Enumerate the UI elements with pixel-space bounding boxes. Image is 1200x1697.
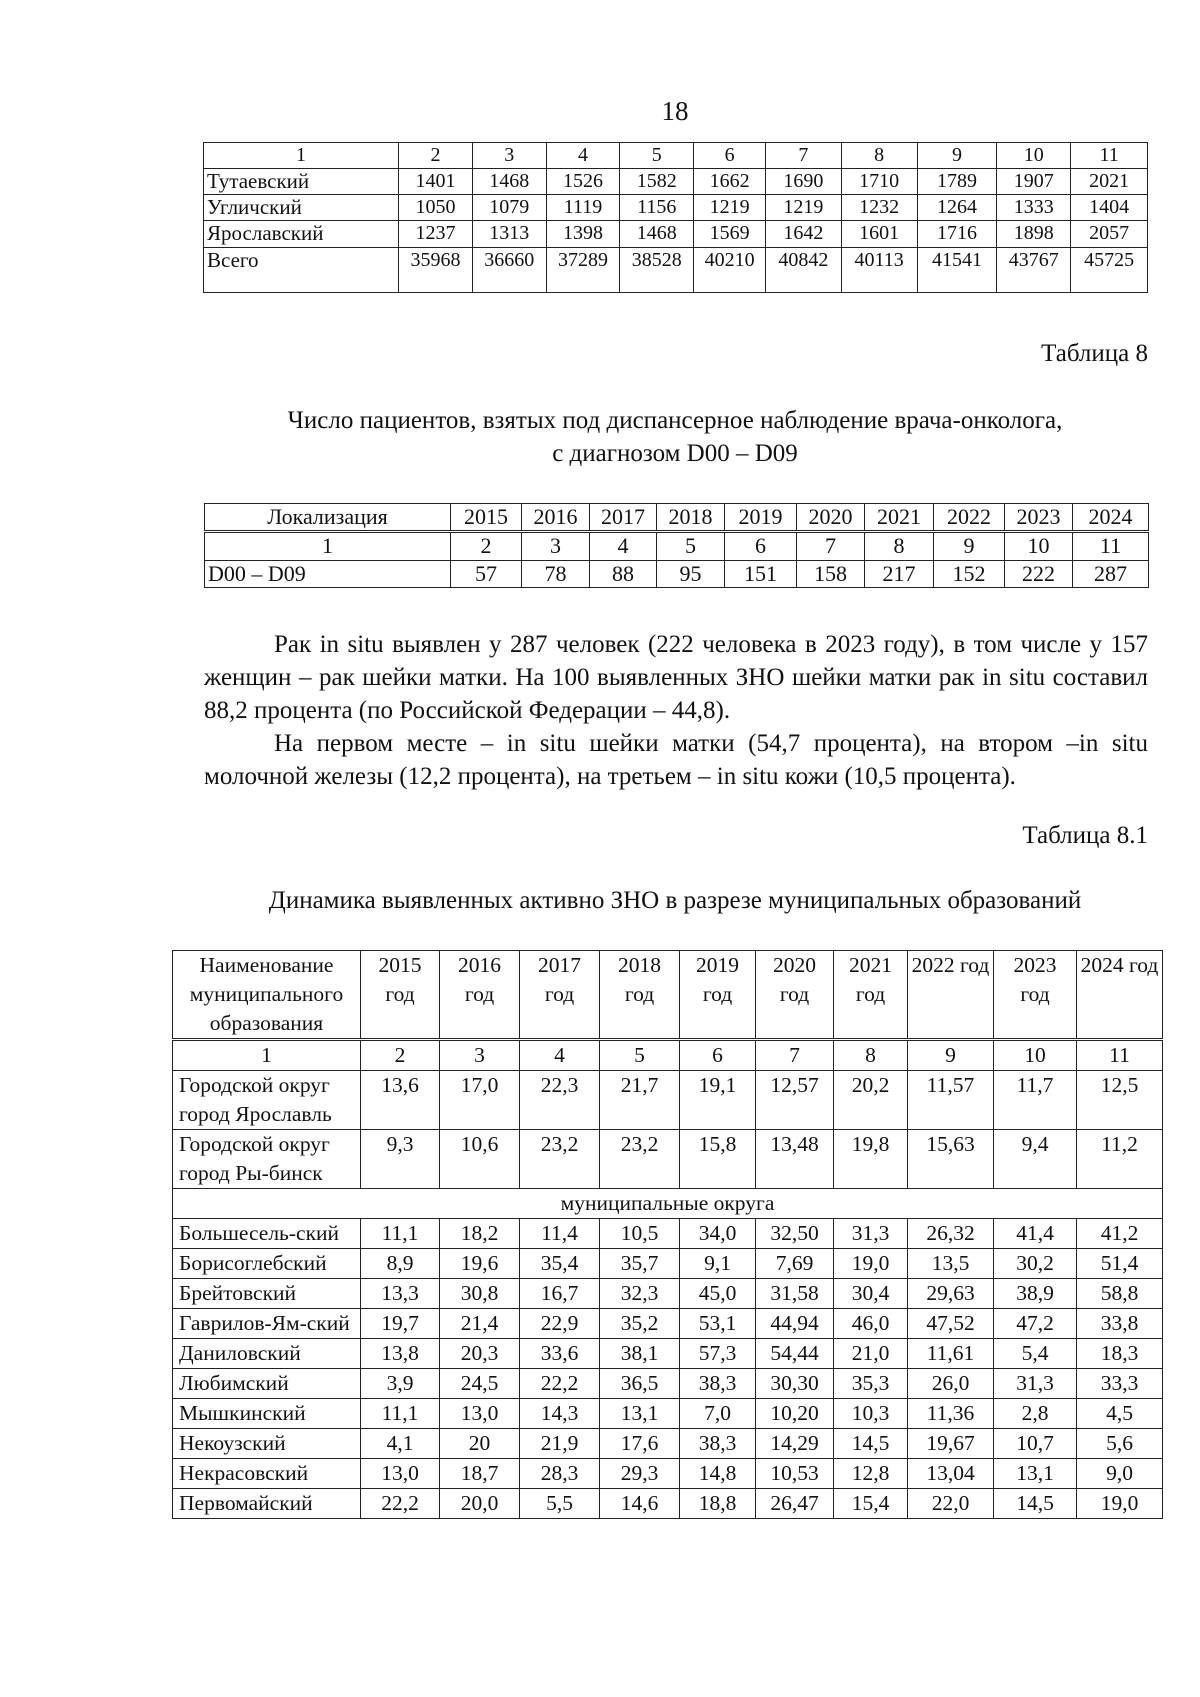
row-name: Городской округ город Ры-бинск	[173, 1130, 361, 1189]
table-index-cell: 11	[1073, 532, 1149, 560]
table-cell: 13,8	[361, 1339, 440, 1369]
row-name: Некоузский	[173, 1429, 361, 1459]
table-index-cell: 3	[440, 1040, 520, 1071]
table-cell: 57	[451, 560, 522, 587]
table-cell: 1526	[546, 169, 620, 195]
table-cell: 10,20	[756, 1399, 834, 1429]
table-cell: 14,3	[520, 1399, 600, 1429]
table-cell: 40113	[841, 247, 917, 292]
table-cell: 1156	[620, 195, 694, 221]
table-cell: 14,5	[834, 1429, 908, 1459]
table-cell: 30,8	[440, 1279, 520, 1309]
table-cell: 20	[440, 1429, 520, 1459]
table-cell: 11,2	[1077, 1130, 1163, 1189]
table-cell: 13,1	[600, 1399, 680, 1429]
table-index-cell: 6	[680, 1040, 756, 1071]
table-cell: 5,5	[520, 1489, 600, 1519]
table-cell: 46,0	[834, 1309, 908, 1339]
table-cell: 29,63	[908, 1279, 994, 1309]
table-cell: 11,1	[361, 1219, 440, 1249]
table-cell: 31,58	[756, 1279, 834, 1309]
table-cell: 37289	[546, 247, 620, 292]
table-cell: 35,4	[520, 1249, 600, 1279]
table-cell: 16,7	[520, 1279, 600, 1309]
table-cell: 1264	[917, 195, 997, 221]
table-row	[173, 1339, 1163, 1369]
table-header-cell: Локализация	[205, 504, 451, 532]
table-cell: 222	[1005, 560, 1073, 587]
table-cell: 9,1	[680, 1249, 756, 1279]
table-cell: 33,8	[1077, 1309, 1163, 1339]
table-cell: 19,7	[361, 1309, 440, 1339]
table-cell: 13,3	[361, 1279, 440, 1309]
table8-title	[170, 404, 1180, 470]
row-name: Большесель-ский	[173, 1219, 361, 1249]
table-index-row	[205, 532, 1149, 560]
table-cell: 1468	[472, 169, 546, 195]
table-header-cell: 2023	[1005, 504, 1073, 532]
row-name: Гаврилов-Ям-ский	[173, 1309, 361, 1339]
table-row	[205, 560, 1149, 587]
table-cell: 30,30	[756, 1369, 834, 1399]
table-cell: 1050	[399, 195, 473, 221]
body-text	[204, 628, 1148, 793]
table-cell: 1232	[841, 195, 917, 221]
table-header-cell: 2	[399, 143, 473, 169]
table-header-cell: 6	[694, 143, 766, 169]
table-row	[173, 1309, 1163, 1339]
table-cell: 13,0	[361, 1459, 440, 1489]
row-name: Всего	[204, 247, 399, 292]
table-cell: 36660	[472, 247, 546, 292]
table-header-cell: 2019	[725, 504, 797, 532]
table-cell: 217	[865, 560, 934, 587]
table-cell: 21,0	[834, 1339, 908, 1369]
table-cell: 41541	[917, 247, 997, 292]
table-cell: 11,7	[994, 1071, 1077, 1130]
table-row	[173, 1369, 1163, 1399]
table-cell: 95	[657, 560, 725, 587]
table-cell: 14,5	[994, 1489, 1077, 1519]
table-continuation	[203, 142, 1148, 293]
table-cell: 21,9	[520, 1429, 600, 1459]
table-cell: 15,8	[680, 1130, 756, 1189]
paragraph-2: На первом месте – in situ шейки матки (54,7 процента), на втором –in situ молочной железы (12,2 процента), на третьем – in situ кожи (10,5 процента).	[204, 730, 1148, 790]
table-index-cell: 2	[451, 532, 522, 560]
row-name: Первомайский	[173, 1489, 361, 1519]
table-cell: 20,0	[440, 1489, 520, 1519]
table-cell: 1716	[917, 221, 997, 247]
row-name: Угличский	[204, 195, 399, 221]
table-row	[173, 1130, 1163, 1189]
table-cell: 1313	[472, 221, 546, 247]
table-cell: 31,3	[994, 1369, 1077, 1399]
table-header-cell: 2024	[1073, 504, 1149, 532]
table-cell: 38,3	[680, 1369, 756, 1399]
table-cell: 19,8	[834, 1130, 908, 1189]
table-row	[204, 195, 1148, 221]
table-cell: 1898	[997, 221, 1071, 247]
table-cell: 35,3	[834, 1369, 908, 1399]
table-cell: 1404	[1071, 195, 1148, 221]
table-cell: 1907	[997, 169, 1071, 195]
table-index-cell: 1	[173, 1040, 361, 1071]
table-cell: 10,7	[994, 1429, 1077, 1459]
table-header-cell: 2021	[865, 504, 934, 532]
table-header-cell: 3	[472, 143, 546, 169]
table81-title: Динамика выявленных активно ЗНО в разрезе муниципальных образований	[268, 887, 1082, 914]
table-cell: 38,1	[600, 1339, 680, 1369]
table-cell: 43767	[997, 247, 1071, 292]
table-index-cell: 4	[520, 1040, 600, 1071]
table-cell: 32,50	[756, 1219, 834, 1249]
table-cell: 40210	[694, 247, 766, 292]
table-cell: 21,4	[440, 1309, 520, 1339]
table-cell: 1690	[765, 169, 841, 195]
table-cell: 14,29	[756, 1429, 834, 1459]
table-cell: 28,3	[520, 1459, 600, 1489]
table-cell: 22,0	[908, 1489, 994, 1519]
table-cell: 7,0	[680, 1399, 756, 1429]
table-cell: 287	[1073, 560, 1149, 587]
table-cell: 26,47	[756, 1489, 834, 1519]
table-header-cell: 2017 год	[520, 951, 600, 1040]
row-name: Борисоглебский	[173, 1249, 361, 1279]
table-header-cell: 2020	[797, 504, 865, 532]
table-cell: 1662	[694, 169, 766, 195]
section-title: муниципальные округа	[173, 1189, 1163, 1219]
table-cell: 10,6	[440, 1130, 520, 1189]
table81	[172, 950, 1163, 1519]
table-cell: 1468	[620, 221, 694, 247]
table-cell: 53,1	[680, 1309, 756, 1339]
table-cell: 1582	[620, 169, 694, 195]
table-cell: 36,5	[600, 1369, 680, 1399]
table-cell: 9,4	[994, 1130, 1077, 1189]
table-index-row	[173, 1040, 1163, 1071]
table-cell: 1079	[472, 195, 546, 221]
table-cell: 32,3	[600, 1279, 680, 1309]
table-index-cell: 10	[994, 1040, 1077, 1071]
table-cell: 10,3	[834, 1399, 908, 1429]
table-header-cell: 9	[917, 143, 997, 169]
table81-label: Таблица 8.1	[1022, 822, 1148, 849]
table-header-cell: 2018 год	[600, 951, 680, 1040]
table-index-cell: 2	[361, 1040, 440, 1071]
table-index-cell: 7	[797, 532, 865, 560]
table-cell: 14,6	[600, 1489, 680, 1519]
table-index-cell: 6	[725, 532, 797, 560]
table-cell: 20,3	[440, 1339, 520, 1369]
table-header-row	[205, 504, 1149, 532]
table-cell: 26,0	[908, 1369, 994, 1399]
table-cell: 44,94	[756, 1309, 834, 1339]
table-row	[173, 1249, 1163, 1279]
row-name: Тутаевский	[204, 169, 399, 195]
table-header-cell: 2024 год	[1077, 951, 1163, 1040]
table-cell: 158	[797, 560, 865, 587]
table-cell: 33,3	[1077, 1369, 1163, 1399]
table-cell: 4,1	[361, 1429, 440, 1459]
table-cell: 15,4	[834, 1489, 908, 1519]
table-cell: 45725	[1071, 247, 1148, 292]
table-cell: 11,4	[520, 1219, 600, 1249]
table-cell: 47,52	[908, 1309, 994, 1339]
table-row	[204, 221, 1148, 247]
table-cell: 19,67	[908, 1429, 994, 1459]
table-cell: 17,0	[440, 1071, 520, 1130]
table-cell: 11,57	[908, 1071, 994, 1130]
table-cell: 18,7	[440, 1459, 520, 1489]
table-cell: 1601	[841, 221, 917, 247]
row-name: Городской округ город Ярославль	[173, 1071, 361, 1130]
table-cell: 26,32	[908, 1219, 994, 1249]
table-cell: 18,2	[440, 1219, 520, 1249]
table-cell: 1710	[841, 169, 917, 195]
table-index-cell: 5	[600, 1040, 680, 1071]
table-header-cell: 1	[204, 143, 399, 169]
table-cell: 11,61	[908, 1339, 994, 1369]
table-header-cell: Наименование муниципального образования	[173, 951, 361, 1040]
table-header-cell: 2018	[657, 504, 725, 532]
table-cell: 38528	[620, 247, 694, 292]
table-index-cell: 3	[522, 532, 590, 560]
table-row	[204, 169, 1148, 195]
table-cell: 1398	[546, 221, 620, 247]
table-cell: 19,1	[680, 1071, 756, 1130]
table-index-cell: 1	[205, 532, 451, 560]
table-cell: 1119	[546, 195, 620, 221]
table-cell: 47,2	[994, 1309, 1077, 1339]
table-header-cell: 2016	[522, 504, 590, 532]
table-cell: 7,69	[756, 1249, 834, 1279]
page-number: 18	[661, 96, 689, 126]
row-name: Мышкинский	[173, 1399, 361, 1429]
table-cell: 1219	[765, 195, 841, 221]
table-header-row	[173, 951, 1163, 1040]
table-cell: 14,8	[680, 1459, 756, 1489]
section-row	[173, 1189, 1163, 1219]
row-name: Любимский	[173, 1369, 361, 1399]
table-cell: 54,44	[756, 1339, 834, 1369]
table-cell: 19,0	[1077, 1489, 1163, 1519]
table-cell: 22,9	[520, 1309, 600, 1339]
table-cell: 2021	[1071, 169, 1148, 195]
table-row	[173, 1459, 1163, 1489]
table8-label: Таблица 8	[1041, 340, 1148, 367]
table-header-cell: 2023 год	[994, 951, 1077, 1040]
table-cell: 1401	[399, 169, 473, 195]
table-cell: 3,9	[361, 1369, 440, 1399]
table-cell: 151	[725, 560, 797, 587]
table-cell: 51,4	[1077, 1249, 1163, 1279]
table-cell: 19,6	[440, 1249, 520, 1279]
table-cell: 33,6	[520, 1339, 600, 1369]
table-header-cell: 10	[997, 143, 1071, 169]
table-header-cell: 2017	[590, 504, 657, 532]
table-header-cell: 5	[620, 143, 694, 169]
table-cell: 13,5	[908, 1249, 994, 1279]
table-index-cell: 9	[908, 1040, 994, 1071]
table-cell: 5,4	[994, 1339, 1077, 1369]
row-name: D00 – D09	[205, 560, 451, 587]
table-header-cell: 2021 год	[834, 951, 908, 1040]
table-cell: 34,0	[680, 1219, 756, 1249]
table-cell: 1642	[765, 221, 841, 247]
table-cell: 9,0	[1077, 1459, 1163, 1489]
table-index-cell: 4	[590, 532, 657, 560]
row-name: Ярославский	[204, 221, 399, 247]
row-name: Брейтовский	[173, 1279, 361, 1309]
table-header-cell: 4	[546, 143, 620, 169]
table-cell: 1789	[917, 169, 997, 195]
table-header-cell: 8	[841, 143, 917, 169]
table-header-cell: 2015 год	[361, 951, 440, 1040]
table-cell: 9,3	[361, 1130, 440, 1189]
table-cell: 18,3	[1077, 1339, 1163, 1369]
table-cell: 35,7	[600, 1249, 680, 1279]
table-cell: 18,8	[680, 1489, 756, 1519]
table-cell: 12,5	[1077, 1071, 1163, 1130]
table-cell: 22,2	[520, 1369, 600, 1399]
table8	[204, 503, 1149, 588]
table-cell: 40842	[765, 247, 841, 292]
table-cell: 30,2	[994, 1249, 1077, 1279]
table-cell: 23,2	[520, 1130, 600, 1189]
table-index-cell: 8	[834, 1040, 908, 1071]
table-cell: 13,0	[440, 1399, 520, 1429]
table-header-cell: 7	[765, 143, 841, 169]
table-cell: 31,3	[834, 1219, 908, 1249]
table-cell: 1237	[399, 221, 473, 247]
table-index-cell: 5	[657, 532, 725, 560]
table-header-cell: 2022	[934, 504, 1005, 532]
table-cell: 13,1	[994, 1459, 1077, 1489]
table-index-cell: 9	[934, 532, 1005, 560]
table-header-cell: 2019 год	[680, 951, 756, 1040]
table-cell: 22,3	[520, 1071, 600, 1130]
table-header-cell: 11	[1071, 143, 1148, 169]
table-cell: 41,4	[994, 1219, 1077, 1249]
table-cell: 19,0	[834, 1249, 908, 1279]
table-cell: 8,9	[361, 1249, 440, 1279]
table-cell: 1569	[694, 221, 766, 247]
table-cell: 78	[522, 560, 590, 587]
table-cell: 4,5	[1077, 1399, 1163, 1429]
table-cell: 41,2	[1077, 1219, 1163, 1249]
table-cell: 5,6	[1077, 1429, 1163, 1459]
table-header-row	[204, 143, 1148, 169]
table-index-cell: 10	[1005, 532, 1073, 560]
row-name: Некрасовский	[173, 1459, 361, 1489]
table-cell: 1219	[694, 195, 766, 221]
paragraph-1: Рак in situ выявлен у 287 человек (222 человека в 2023 году), в том числе у 157 женщин – рак шейки матки. На 100 выявленных ЗНО шейки матки рак in situ составил 88,2 процента (по Российской Федерации – 44,8).	[204, 631, 1148, 724]
table-cell: 12,8	[834, 1459, 908, 1489]
table-row	[173, 1399, 1163, 1429]
table-cell: 35968	[399, 247, 473, 292]
table8-title-line2: с диагнозом D00 – D09	[552, 440, 798, 467]
table-row	[173, 1279, 1163, 1309]
table-cell: 35,2	[600, 1309, 680, 1339]
table8-title-line1: Число пациентов, взятых под диспансерное наблюдение врача-онколога,	[287, 407, 1063, 434]
table-cell: 21,7	[600, 1071, 680, 1130]
table-index-cell: 7	[756, 1040, 834, 1071]
table-row	[173, 1489, 1163, 1519]
table-cell: 13,48	[756, 1130, 834, 1189]
row-name: Даниловский	[173, 1339, 361, 1369]
table-cell: 24,5	[440, 1369, 520, 1399]
table-row	[204, 247, 1148, 292]
table-cell: 38,3	[680, 1429, 756, 1459]
table-cell: 45,0	[680, 1279, 756, 1309]
table-cell: 23,2	[600, 1130, 680, 1189]
table-row	[173, 1219, 1163, 1249]
table-cell: 15,63	[908, 1130, 994, 1189]
table-cell: 30,4	[834, 1279, 908, 1309]
table-cell: 20,2	[834, 1071, 908, 1130]
table-cell: 10,53	[756, 1459, 834, 1489]
table-header-cell: 2022 год	[908, 951, 994, 1040]
table-cell: 2057	[1071, 221, 1148, 247]
table-header-cell: 2015	[451, 504, 522, 532]
table-cell: 13,6	[361, 1071, 440, 1130]
table-cell: 152	[934, 560, 1005, 587]
table-header-cell: 2020 год	[756, 951, 834, 1040]
table-cell: 11,36	[908, 1399, 994, 1429]
table-cell: 58,8	[1077, 1279, 1163, 1309]
table-header-cell: 2016 год	[440, 951, 520, 1040]
table-cell: 57,3	[680, 1339, 756, 1369]
table-cell: 1333	[997, 195, 1071, 221]
table-row	[173, 1429, 1163, 1459]
table-cell: 12,57	[756, 1071, 834, 1130]
table-cell: 13,04	[908, 1459, 994, 1489]
table-cell: 29,3	[600, 1459, 680, 1489]
table-index-cell: 8	[865, 532, 934, 560]
table-index-cell: 11	[1077, 1040, 1163, 1071]
table-cell: 38,9	[994, 1279, 1077, 1309]
table-cell: 10,5	[600, 1219, 680, 1249]
table-row	[173, 1071, 1163, 1130]
table-cell: 88	[590, 560, 657, 587]
table-cell: 2,8	[994, 1399, 1077, 1429]
table-cell: 11,1	[361, 1399, 440, 1429]
table-cell: 17,6	[600, 1429, 680, 1459]
table-cell: 22,2	[361, 1489, 440, 1519]
